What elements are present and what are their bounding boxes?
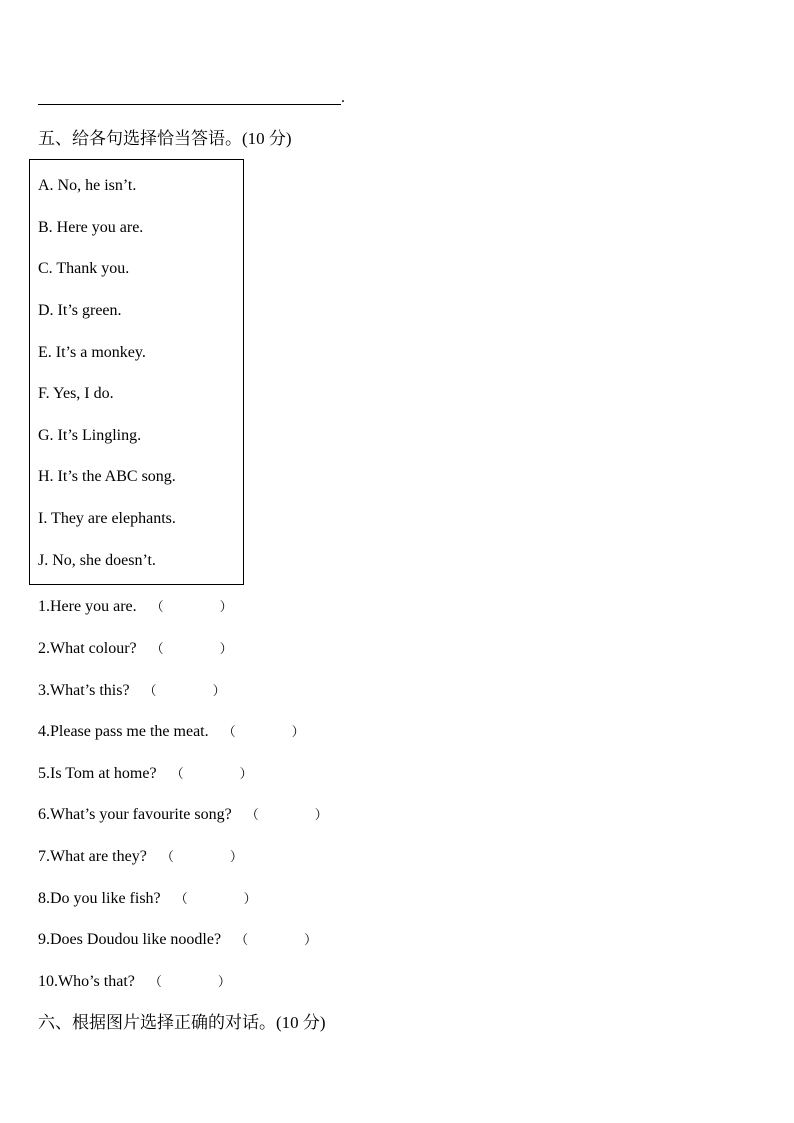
option-g: G. It’s Lingling. [38, 427, 142, 444]
question-text: 5.Is Tom at home? [38, 765, 157, 782]
option-i: I. They are elephants. [38, 510, 176, 527]
answer-blank[interactable] [174, 848, 230, 866]
question-text: 6.What’s your favourite song? [38, 806, 232, 823]
question-text: 4.Please pass me the meat. [38, 723, 209, 740]
option-c: C. Thank you. [38, 260, 130, 277]
question-1 [38, 596, 233, 618]
question-6 [38, 804, 328, 826]
paren-open: （ [143, 684, 157, 699]
answer-blank[interactable] [248, 931, 304, 949]
question-3 [38, 680, 226, 702]
question-4 [38, 721, 305, 743]
paren-open: （ [170, 767, 184, 782]
question-text: 9.Does Doudou like noodle? [38, 931, 222, 948]
question-8 [38, 888, 257, 910]
option-h: H. It’s the ABC song. [38, 468, 176, 485]
paren-open: （ [235, 933, 249, 948]
option-a: A. No, he isn’t. [38, 177, 137, 194]
answer-blank[interactable] [164, 640, 220, 658]
answer-options-box [29, 159, 244, 585]
answer-blank[interactable] [157, 682, 213, 700]
question-5 [38, 763, 253, 785]
answer-blank[interactable] [259, 806, 315, 824]
answer-blank[interactable] [184, 765, 240, 783]
answer-blank[interactable] [162, 973, 218, 991]
option-b: B. Here you are. [38, 219, 144, 236]
question-7 [38, 846, 243, 868]
paren-close: ） [219, 600, 233, 615]
paren-open: （ [160, 850, 174, 865]
option-j: J. No, she doesn’t. [38, 552, 156, 569]
paren-open: （ [150, 600, 164, 615]
question-text: 7.What are they? [38, 848, 147, 865]
question-9 [38, 929, 317, 951]
answer-blank[interactable] [188, 890, 244, 908]
paren-open: （ [222, 725, 236, 740]
question-text: 8.Do you like fish? [38, 890, 161, 907]
paren-open: （ [245, 808, 259, 823]
option-f: F. Yes, I do. [38, 385, 114, 402]
question-text: 1.Here you are. [38, 598, 137, 615]
question-text: 2.What colour? [38, 640, 137, 657]
paren-close: ） [239, 767, 253, 782]
paren-close: ） [229, 850, 243, 865]
paren-close: ） [217, 975, 231, 990]
paren-close: ） [219, 642, 233, 657]
answer-blank-line [38, 104, 341, 105]
question-2 [38, 638, 233, 660]
paren-open: （ [150, 642, 164, 657]
question-text: 10.Who’s that? [38, 973, 135, 990]
paren-close: ） [291, 725, 305, 740]
section-5-heading: 五、给各句选择恰当答语。(10 分) [38, 129, 292, 148]
section-6-heading: 六、根据图片选择正确的对话。(10 分) [38, 1013, 326, 1032]
answer-line-period: . [341, 89, 345, 106]
paren-close: ） [243, 892, 257, 907]
paren-open: （ [174, 892, 188, 907]
option-d: D. It’s green. [38, 302, 122, 319]
paren-close: ） [304, 933, 318, 948]
paren-open: （ [148, 975, 162, 990]
question-text: 3.What’s this? [38, 682, 130, 699]
paren-close: ） [212, 684, 226, 699]
answer-blank[interactable] [164, 598, 220, 616]
answer-blank[interactable] [236, 723, 292, 741]
question-10 [38, 971, 231, 993]
option-e: E. It’s a monkey. [38, 344, 146, 361]
paren-close: ） [314, 808, 328, 823]
